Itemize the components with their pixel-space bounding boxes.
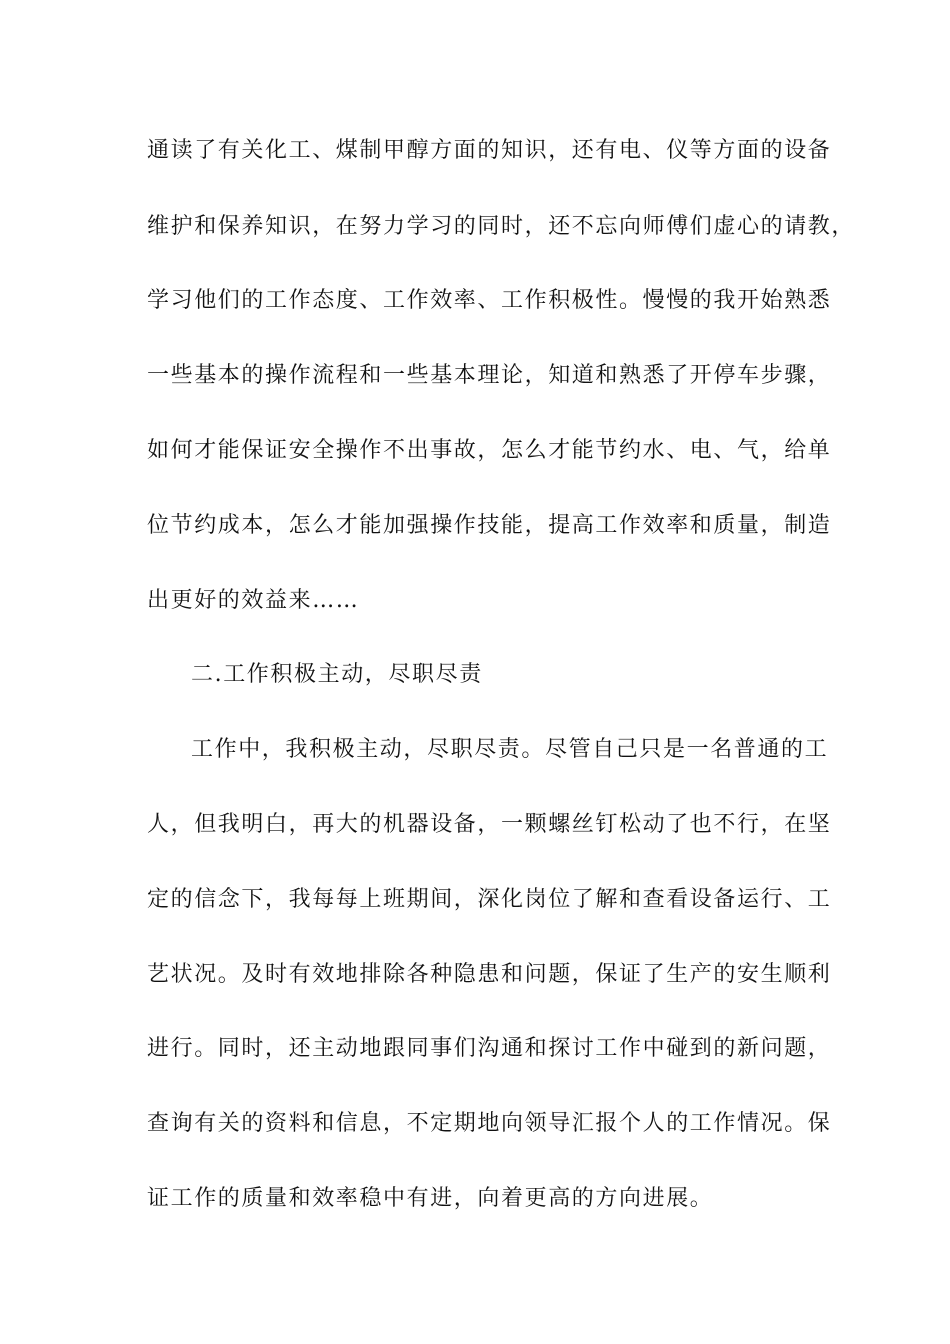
paragraph-line: 一些基本的操作流程和一些基本理论，知道和熟悉了开停车步骤， [147,363,832,388]
paragraph-line: 通读了有关化工、煤制甲醇方面的知识，还有电、仪等方面的设备 [147,138,832,163]
paragraph-line: 学习他们的工作态度、工作效率、工作积极性。慢慢的我开始熟悉 [147,288,832,313]
paragraph-line: 人，但我明白，再大的机器设备，一颗螺丝钉松动了也不行，在坚 [147,812,832,837]
paragraph-line: 证工作的质量和效率稳中有进，向着更高的方向进展。 [147,1186,714,1211]
paragraph-line: 位节约成本，怎么才能加强操作技能，提高工作效率和质量，制造 [147,513,832,538]
paragraph-line: 如何才能保证安全操作不出事故，怎么才能节约水、电、气，给单 [147,438,832,463]
paragraph-line: 维护和保养知识，在努力学习的同时，还不忘向师傅们虚心的请教， [147,214,856,239]
paragraph-line: 查询有关的资料和信息，不定期地向领导汇报个人的工作情况。保 [147,1111,832,1136]
paragraph-line: 出更好的效益来…… [147,588,360,613]
paragraph-line: 工作中，我积极主动，尽职尽责。尽管自己只是一名普通的工 [191,737,829,762]
paragraph-line: 进行。同时，还主动地跟同事们沟通和探讨工作中碰到的新问题， [147,1036,832,1061]
section-heading: 二.工作积极主动，尽职尽责 [191,662,483,687]
paragraph-line: 定的信念下，我每每上班期间，深化岗位了解和查看设备运行、工 [147,887,832,912]
paragraph-line: 艺状况。及时有效地排除各种隐患和问题，保证了生产的安生顺利 [147,962,832,987]
